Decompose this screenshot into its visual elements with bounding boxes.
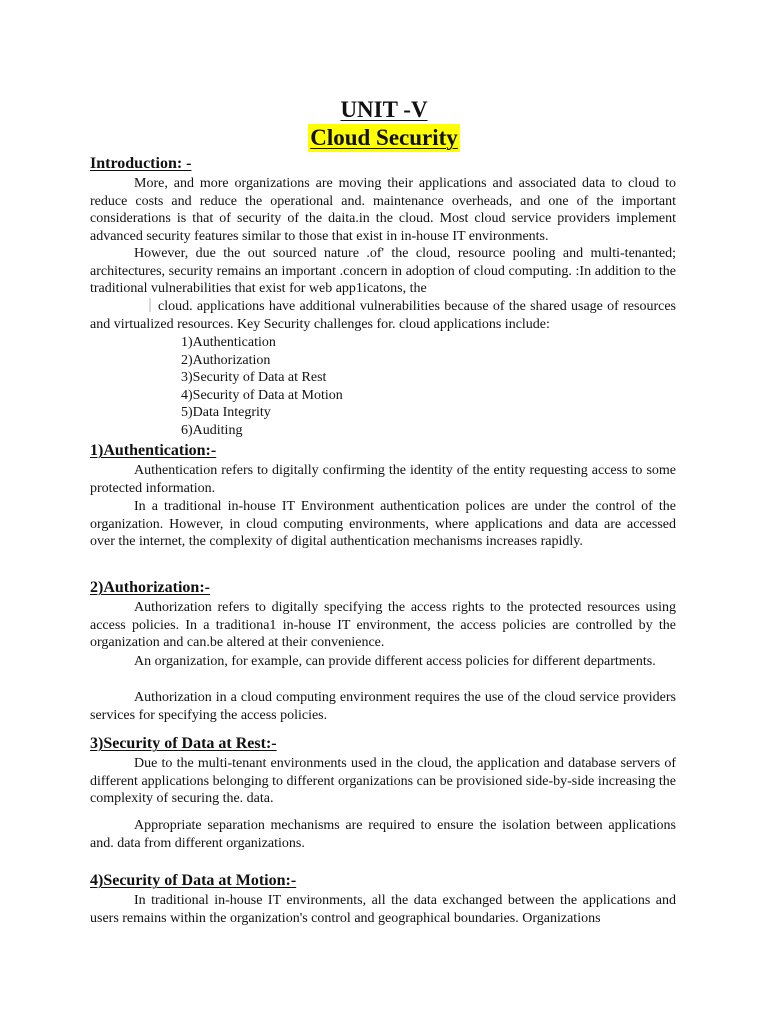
- authorization-paragraph-1: Authorization refers to digitally specifying the access rights to the protected resources using access policies. In a traditiona1 in-house IT environment, the access policies are controlled by the organization and can.be altered at their convenience.: [90, 600, 676, 650]
- data-at-rest-paragraph-2: Appropriate separation mechanisms are required to ensure the isolation between applications and. data from different organizations.: [90, 818, 676, 851]
- authentication-paragraph-2: In a traditional in-house IT Environment authentication polices are under the control of the organization. However, in cloud computing environments, where applications and data are accessed over the internet, the complexity of digital authentication mechanisms increases rapidly.: [90, 499, 676, 549]
- authentication-heading: 1)Authentication:-: [90, 442, 217, 459]
- introduction-heading: Introduction: -: [90, 155, 192, 172]
- authorization-paragraph-3: Authorization in a cloud computing environment requires the use of the cloud service providers services for specifying the access policies.: [90, 690, 676, 723]
- intro-paragraph-1: More, and more organizations are moving their applications and associated data to cloud to reduce costs and reduce the operational and. maintenance overheads, and one of the important considerations is that of security of the daita.in the cloud. Most cloud service providers implement advanced security features similar to those that exist in in-house IT environments.: [90, 176, 676, 244]
- list-item: 3)Security of Data at Rest: [181, 370, 327, 385]
- authorization-paragraph-2: An organization, for example, can provide different access policies for different departments.: [134, 654, 656, 669]
- list-item: 6)Auditing: [181, 422, 243, 438]
- data-at-rest-heading: 3)Security of Data at Rest:-: [90, 735, 277, 752]
- authorization-heading: 2)Authorization:-: [90, 579, 210, 596]
- unit-heading: UNIT -V: [340, 97, 428, 122]
- intro-paragraph-2: However, due the out sourced nature .of' the cloud, resource pooling and multi-tenanted; architectures, security remains an important .concern in adoption of cloud computing. :In addition to the traditional vulnerabilities that exist for web app1icatons, the: [90, 246, 676, 296]
- list-item: 5)Data Integrity: [181, 405, 271, 420]
- intro-paragraph-3: cloud. applications have additional vulnerabilities because of the shared usage of resources and virtualized resources. Key Security challenges for. cloud applications include:: [90, 299, 676, 332]
- data-at-rest-paragraph-1: Due to the multi-tenant environments used in the cloud, the application and database servers of different applications belonging to different organizations can be provisioned side-by-side increasing the complexity of securing the. data.: [90, 756, 676, 806]
- authentication-paragraph-1: Authentication refers to digitally confirming the identity of the entity requesting access to some protected information.: [90, 463, 676, 496]
- challenges-list: [181, 334, 481, 439]
- data-at-motion-paragraph-1: In traditional in-house IT environments, all the data exchanged between the applications and users remains within the organization's control and geographical boundaries. Organizations: [90, 893, 676, 926]
- title-block: [0, 96, 768, 152]
- list-item: 1)Authentication: [181, 335, 276, 350]
- list-item: 4)Security of Data at Motion: [181, 387, 343, 403]
- document-title: Cloud Security: [310, 125, 458, 150]
- list-item: 2)Authorization: [181, 352, 271, 368]
- data-at-motion-heading: 4)Security of Data at Motion:-: [90, 872, 297, 889]
